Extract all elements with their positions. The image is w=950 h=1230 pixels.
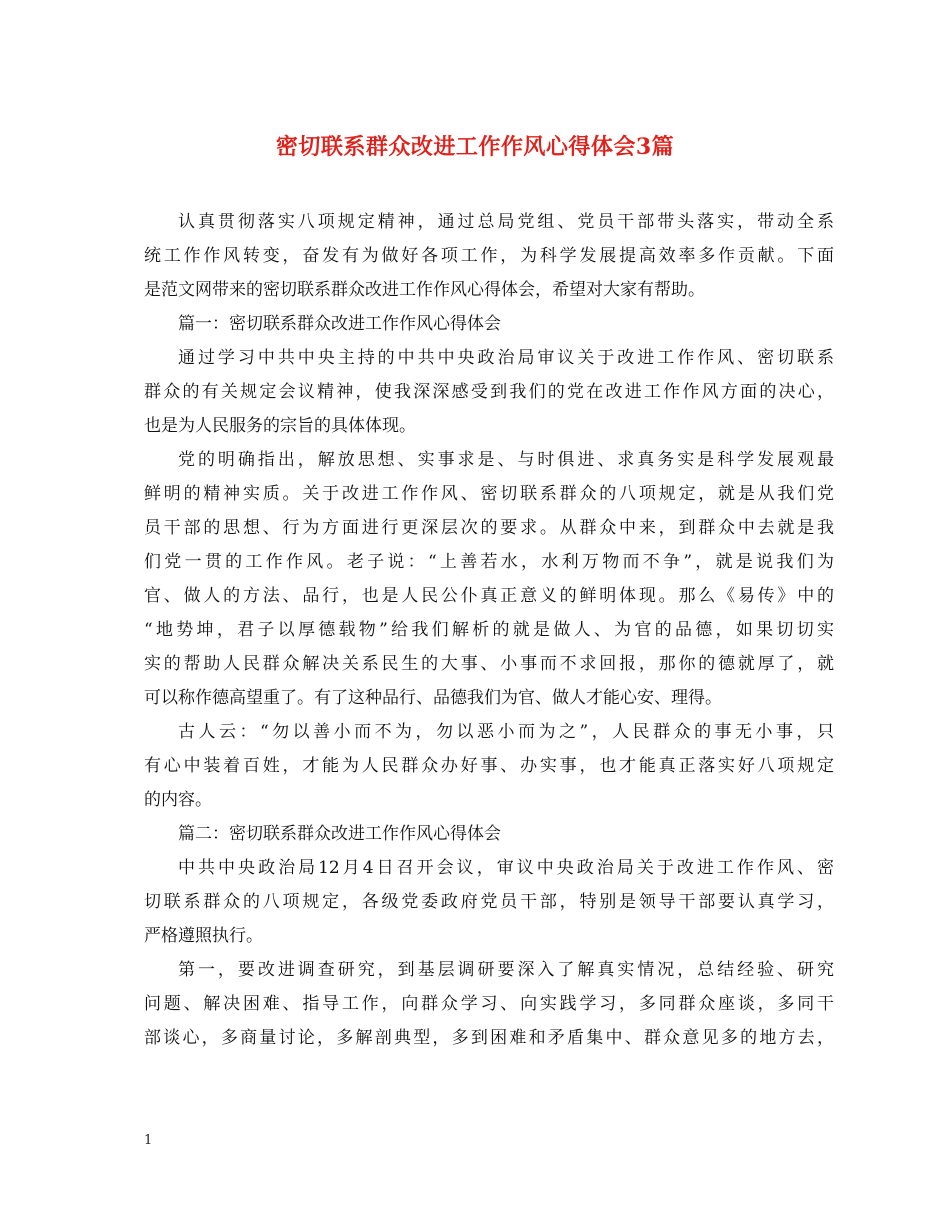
paragraph-line: 第一，要改进调查研究，到基层调研要深入了解真实情况，总结经验、研究 [178,960,834,980]
document-title: 密切联系群众改进工作作风心得体会3篇 [275,134,675,160]
paragraph-line: 部谈心，多商量讨论，多解剖典型，多到困难和矛盾集中、群众意见多的地方去， [144,1028,834,1048]
paragraph-line: 可以称作德高望重了。有了这种品行、品德我们为官、做人才能心安、理得。 [144,688,722,708]
paragraph-line: 有心中装着百姓，才能为人民群众办好事、办实事，也才能真正落实好八项规定 [144,756,834,776]
paragraph-line: 员干部的思想、行为方面进行更深层次的要求。从群众中来，到群众中去就是我 [144,518,834,538]
paragraph-line: 实的帮助人民群众解决关系民生的大事、小事而不求回报，那你的德就厚了，就 [144,654,834,674]
paragraph-line: 统工作作风转变，奋发有为做好各项工作，为科学发展提高效率多作贡献。下面 [144,246,834,266]
paragraph-line: 是范文网带来的密切联系群众改进工作作风心得体会，希望对大家有帮助。 [144,280,705,300]
paragraph-line: 古人云：“勿以善小而不为，勿以恶小而为之”，人民群众的事无小事，只 [178,722,834,742]
paragraph-line: 切联系群众的八项规定，各级党委政府党员干部，特别是领导干部要认真学习， [144,892,834,912]
paragraph-line: 们党一贯的工作作风。老子说：“上善若水，水利万物而不争”，就是说我们为 [144,552,834,572]
paragraph-line: 问题、解决困难、指导工作，向群众学习、向实践学习，多同群众座谈，多同干 [144,994,834,1014]
section-heading: 篇二：密切联系群众改进工作作风心得体会 [178,824,501,844]
paragraph-line: 官、做人的方法、品行，也是人民公仆真正意义的鲜明体现。那么《易传》中的 [144,586,834,606]
paragraph-line: 的内容。 [144,790,212,810]
paragraph-line: 鲜明的精神实质。关于改进工作作风、密切联系群众的八项规定，就是从我们党 [144,484,834,504]
paragraph-line: 也是为人民服务的宗旨的具体体现。 [144,416,416,436]
page-number: 1 [144,1133,153,1148]
paragraph-line: 群众的有关规定会议精神，使我深深感受到我们的党在改进工作作风方面的决心， [144,382,834,402]
paragraph-line: 通过学习中共中央主持的中共中央政治局审议关于改进工作作风、密切联系 [178,348,834,368]
paragraph-line: 严格遵照执行。 [144,926,263,946]
paragraph-line: 党的明确指出，解放思想、实事求是、与时俱进、求真务实是科学发展观最 [178,450,834,470]
paragraph-line: 认真贯彻落实八项规定精神，通过总局党组、党员干部带头落实，带动全系 [178,212,834,232]
paragraph-line: “地势坤，君子以厚德载物”给我们解析的就是做人、为官的品德，如果切切实 [144,620,834,640]
section-heading: 篇一：密切联系群众改进工作作风心得体会 [178,314,501,334]
paragraph-line: 中共中央政治局12月4日召开会议，审议中央政治局关于改进工作作风、密 [178,858,834,878]
